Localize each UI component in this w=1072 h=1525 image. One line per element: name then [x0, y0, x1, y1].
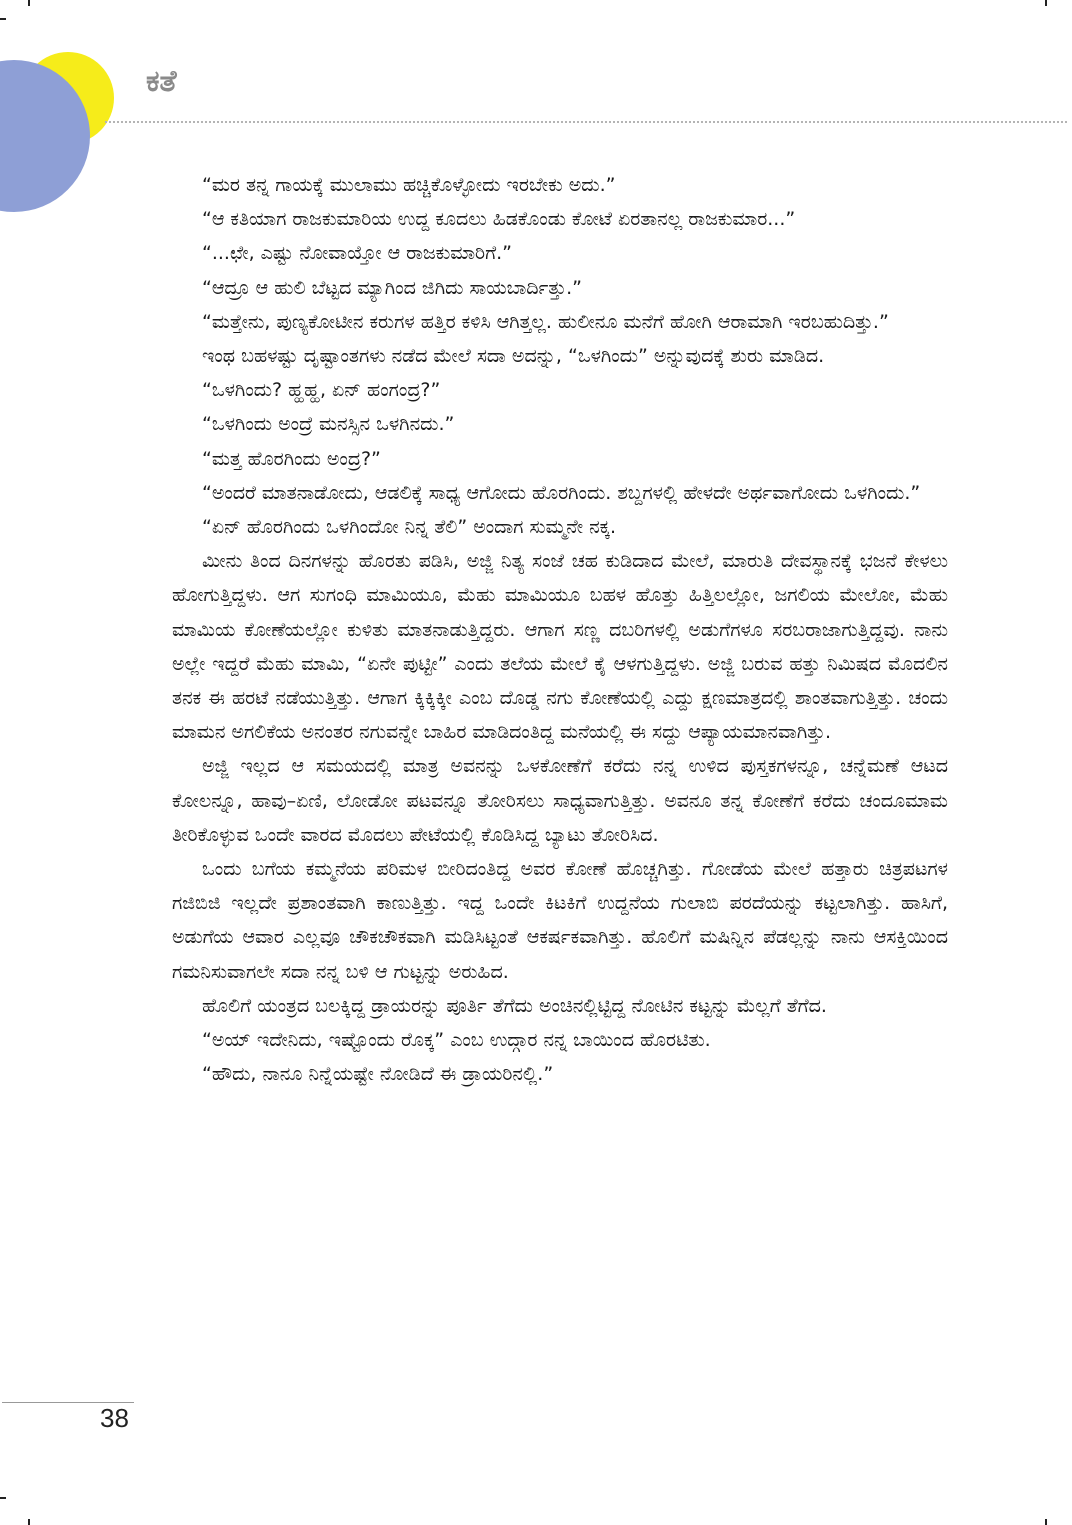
page-number: 38	[100, 1403, 129, 1433]
crop-mark-top-right	[1045, 0, 1047, 6]
paragraph-15: ಹೊಲಿಗೆ ಯಂತ್ರದ ಬಲಕ್ಕಿದ್ದ ಡ್ರಾಯರನ್ನು ಪೂರ್ತಿ ತೆಗೆದು ಅಂಚಿನಲ್ಲಿಟ್ಟಿದ್ದ ನೋಟಿನ ಕಟ್ಟನ್ನು ಮೆಲ್ಲಗೆ ತೆಗೆದ.	[202, 994, 827, 1017]
paragraph-11: “ಏನ್ ಹೊರಗಿಂದು ಒಳಗಿಂದೋ ನಿನ್ನ ತೆಲಿ” ಅಂದಾಗ ಸುಮ್ಮನೇ ನಕ್ಕ.	[202, 516, 617, 539]
paragraph-1: “ಮರ ತನ್ನ ಗಾಯಕ್ಕೆ ಮುಲಾಮು ಹಚ್ಚಿಕೊಳ್ಳೋದು ಇರಬೇಕು ಅದು.”	[202, 174, 616, 196]
crop-mark-left-lower	[0, 1497, 6, 1499]
section-title: ಕತೆ	[146, 64, 177, 99]
header-dotted-rule	[105, 121, 1067, 123]
paragraph-5: “ಮತ್ತೇನು, ಪುಣ್ಯಕೋಟೀನ ಕರುಗಳ ಹತ್ತಿರ ಕಳಿಸಿ ಆಗಿತ್ತಲ್ಲ. ಹುಲೀನೂ ಮನೆಗೆ ಹೋಗಿ ಆರಾಮಾಗಿ ಇರಬಹುದಿತ್ತು.”	[202, 310, 889, 333]
paragraph-4: “ಆದ್ರೂ ಆ ಹುಲಿ ಬೆಟ್ಟದ ಮ್ಯಾಗಿಂದ ಜಿಗಿದು ಸಾಯಬಾರ್ದಿತ್ತು.”	[202, 276, 583, 299]
paragraph-14: ಒಂದು ಬಗೆಯ ಕಮ್ಮನೆಯ ಪರಿಮಳ ಬೀರಿದಂತಿದ್ದ ಅವರ ಕೋಣೆ ಹೊಚ್ಚಗಿತ್ತು. ಗೋಡೆಯ ಮೇಲೆ ಹತ್ತಾರು ಚಿತ್ರಪಟಗಳ ಗಜಿಬಿಜಿ ಇಲ್ಲದೇ ಪ್ರಶಾಂತವಾಗಿ ಕಾಣುತ್ತಿತ್ತು. ಇದ್ದ ಒಂದೇ ಕಿಟಕಿಗೆ ಉದ್ದನೆಯ ಗುಲಾಬಿ ಪರದೆಯನ್ನು ಕಟ್ಟಲಾಗಿತ್ತು. ಹಾಸಿಗೆ, ಅಡುಗೆಯ ಆವಾರ ಎಲ್ಲವೂ ಚೌಕಚೌಕವಾಗಿ ಮಡಿಸಿಟ್ಟಂತೆ ಆಕರ್ಷಕವಾಗಿತ್ತು. ಹೊಲಿಗೆ ಮಷಿನ್ನಿನ ಪೆಡಲ್ಲನ್ನು ನಾನು ಆಸಕ್ತಿಯಿಂದ ಗಮನಿಸುವಾಗಲೇ ಸದಾ ನನ್ನ ಬಳಿ ಆ ಗುಟ್ಟನ್ನು ಅರುಹಿದ.	[172, 858, 948, 983]
paragraph-10: “ಅಂದರೆ ಮಾತನಾಡೋದು, ಆಡಲಿಕ್ಕೆ ಸಾಧ್ಯ ಆಗೋದು ಹೊರಗಿಂದು. ಶಬ್ದಗಳಲ್ಲಿ ಹೇಳದೇ ಅರ್ಥವಾಗೋದು ಒಳಗಿಂದು.”	[202, 481, 921, 504]
paragraph-8: “ಒಳಗಿಂದು ಅಂದ್ರೆ ಮನಸ್ಸಿನ ಒಳಗಿನದು.”	[202, 413, 455, 436]
paragraph-2: “ಆ ಕತಿಯಾಗ ರಾಜಕುಮಾರಿಯ ಉದ್ದ ಕೂದಲು ಹಿಡಕೊಂಡು ಕೋಟೆ ಏರತಾನಲ್ಲ ರಾಜಕುಮಾರ...”	[202, 208, 796, 231]
crop-mark-left-upper	[0, 18, 6, 20]
paragraph-6: ಇಂಥ ಬಹಳಷ್ಟು ದೃಷ್ಟಾಂತಗಳು ನಡೆದ ಮೇಲೆ ಸದಾ ಅದನ್ನು, “ಒಳಗಿಂದು” ಅನ್ನುವುದಕ್ಕೆ ಶುರು ಮಾಡಿದ.	[202, 345, 825, 368]
paragraph-7: “ಒಳಗಿಂದು? ಹ್ಹಹ್ಹ, ಏನ್ ಹಂಗಂದ್ರ?”	[202, 379, 441, 402]
crop-mark-top-left	[28, 0, 30, 6]
paragraph-3: “...ಛೇ, ಎಷ್ಟು ನೋವಾಯ್ತೋ ಆ ರಾಜಕುಮಾರಿಗೆ.”	[202, 242, 513, 265]
crop-mark-bottom-right	[1045, 1519, 1047, 1525]
paragraph-16: “ಅಯ್ ಇದೇನಿದು, ಇಷ್ಟೊಂದು ರೊಕ್ಕ” ಎಂಬ ಉದ್ಗಾರ ನನ್ನ ಬಾಯಿಂದ ಹೊರಟಿತು.	[202, 1029, 711, 1052]
paragraph-12: ಮೀನು ತಿಂದ ದಿನಗಳನ್ನು ಹೊರತು ಪಡಿಸಿ, ಅಜ್ಜಿ ನಿತ್ಯ ಸಂಜೆ ಚಹ ಕುಡಿದಾದ ಮೇಲೆ, ಮಾರುತಿ ದೇವಸ್ಥಾನಕ್ಕೆ ಭಜನೆ ಕೇಳಲು ಹೋಗುತ್ತಿದ್ದಳು. ಆಗ ಸುಗಂಧಿ ಮಾಮಿಯೂ, ಮೆಹು ಮಾಮಿಯೂ ಬಹಳ ಹೊತ್ತು ಹಿತ್ತಿಲಲ್ಲೋ, ಜಗಲಿಯ ಮೇಲೋ, ಮೆಹು ಮಾಮಿಯ ಕೋಣೆಯಲ್ಲೋ ಕುಳಿತು ಮಾತನಾಡುತ್ತಿದ್ದರು. ಆಗಾಗ ಸಣ್ಣ ದಬರಿಗಳಲ್ಲಿ ಅಡುಗೆಗಳೂ ಸರಬರಾಜಾಗುತ್ತಿದ್ದವು. ನಾನು ಅಲ್ಲೇ ಇದ್ದರೆ ಮೆಹು ಮಾಮಿ, “ಏನೇ ಪುಟ್ಟೀ” ಎಂದು ತಲೆಯ ಮೇಲೆ ಕೈ ಆಳಗುತ್ತಿದ್ದಳು. ಅಜ್ಜಿ ಬರುವ ಹತ್ತು ನಿಮಿಷದ ಮೊದಲಿನ ತನಕ ಈ ಹರಟೆ ನಡೆಯುತ್ತಿತ್ತು. ಆಗಾಗ ಕ್ಕಿಕ್ಕಿಕ್ಕೀ ಎಂಬ ದೊಡ್ಡ ನಗು ಕೋಣೆಯಲ್ಲಿ ಎದ್ದು ಕ್ಷಣಮಾತ್ರದಲ್ಲಿ ಶಾಂತವಾಗುತ್ತಿತ್ತು. ಚಂದು ಮಾಮನ ಅಗಲಿಕೆಯ ಅನಂತರ ನಗುವನ್ನೇ ಬಾಹಿರ ಮಾಡಿದಂತಿದ್ದ ಮನೆಯಲ್ಲಿ ಈ ಸದ್ದು ಆಪ್ಯಾಯಮಾನವಾಗಿತ್ತು.	[172, 550, 948, 744]
paragraph-17: “ಹೌದು, ನಾನೂ ನಿನ್ನೆಯಷ್ಟೇ ನೋಡಿದೆ ಈ ಡ್ರಾಯರಿನಲ್ಲಿ.”	[202, 1063, 554, 1086]
paragraph-9: “ಮತ್ತ ಹೊರಗಿಂದು ಅಂದ್ರ?”	[202, 447, 381, 470]
crop-mark-bottom-left	[28, 1519, 30, 1525]
story-body	[172, 168, 948, 1091]
paragraph-13: ಅಜ್ಜಿ ಇಲ್ಲದ ಆ ಸಮಯದಲ್ಲಿ ಮಾತ್ರ ಅವನನ್ನು ಒಳಕೋಣೆಗೆ ಕರೆದು ನನ್ನ ಉಳಿದ ಪುಸ್ತಕಗಳನ್ನೂ, ಚನ್ನೆಮಣೆ ಆಟದ ಕೋಲನ್ನೂ, ಹಾವು–ಏಣಿ, ಲೋಡೋ ಪಟವನ್ನೂ ತೋರಿಸಲು ಸಾಧ್ಯವಾಗುತ್ತಿತ್ತು. ಅವನೂ ತನ್ನ ಕೋಣೆಗೆ ಕರೆದು ಚಂದೂಮಾಮ ತೀರಿಕೊಳ್ಳುವ ಒಂದೇ ವಾರದ ಮೊದಲು ಪೇಟೆಯಲ್ಲಿ ಕೊಡಿಸಿದ್ದ ಬ್ಯಾಟು ತೋರಿಸಿದ.	[172, 755, 948, 846]
